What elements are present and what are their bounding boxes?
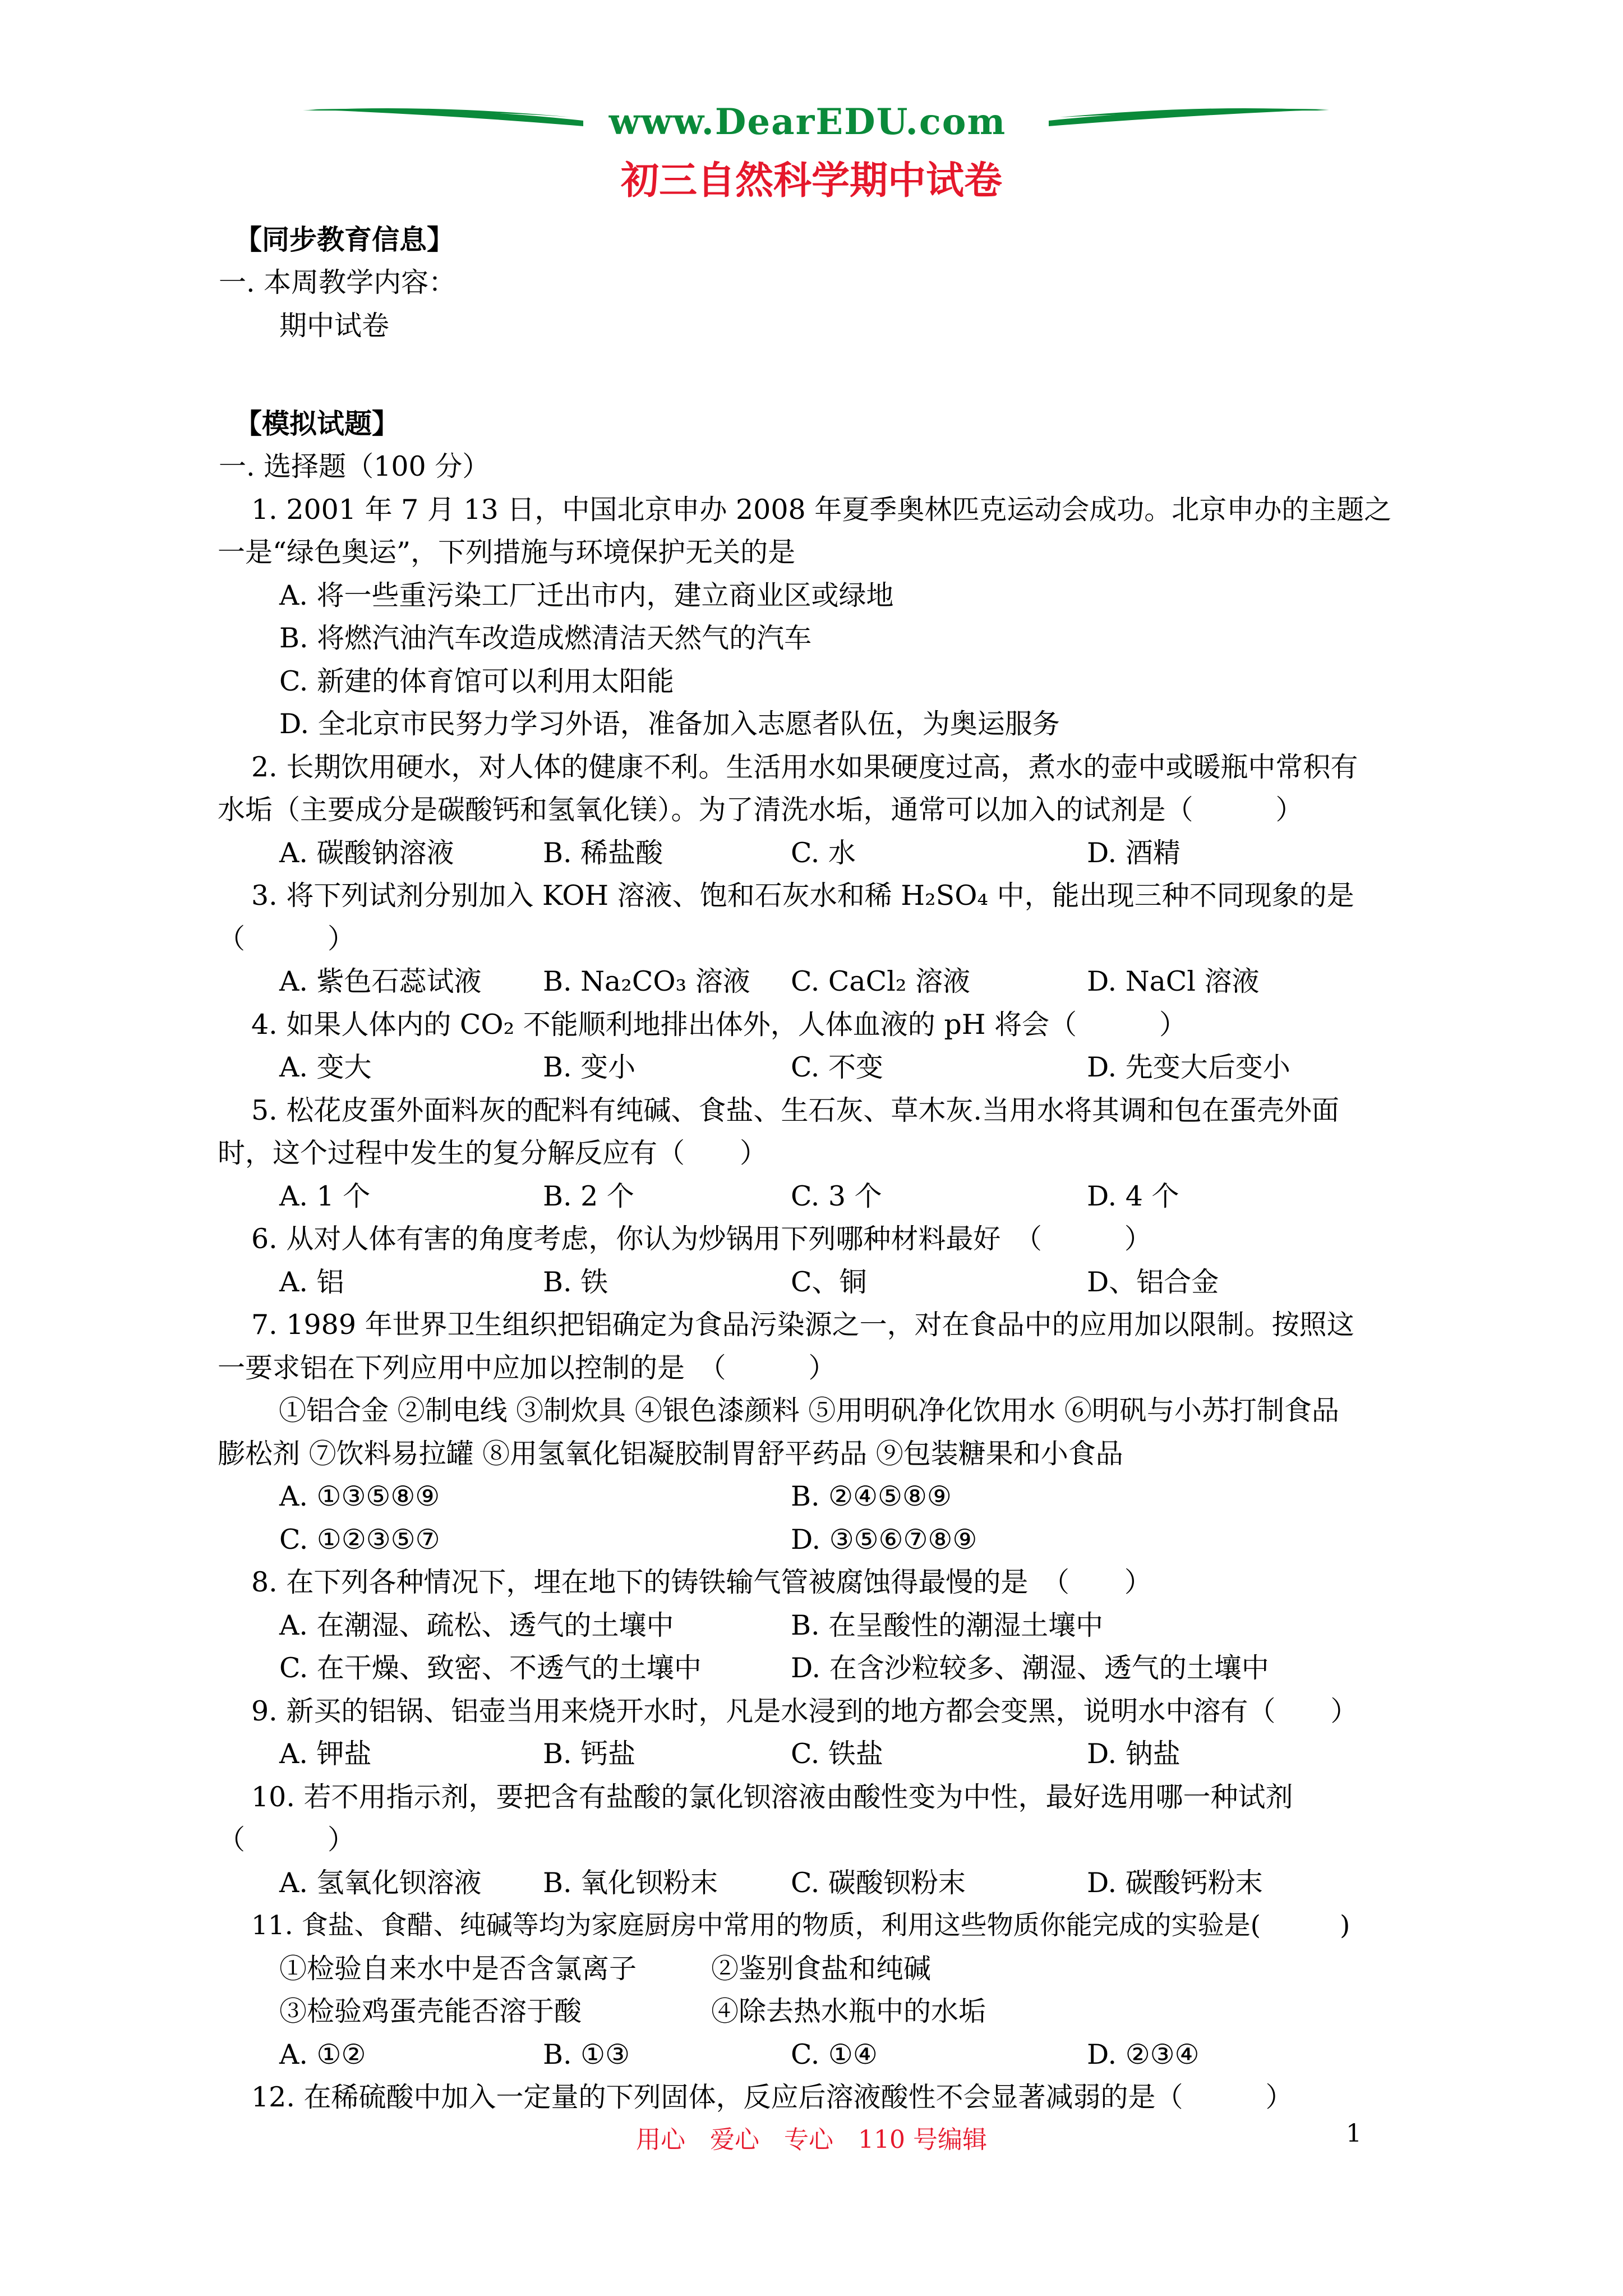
question-7-line-3: ①铝合金 ②制电线 ③制炊具 ④银色漆颜料 ⑤用明矾净化饮用水 ⑥明矾与小苏打制食品	[251, 1395, 1339, 1427]
question-9-line-1: 9. 新买的铝锅、铝壶当用来烧开水时，凡是水浸到的地方都会变黑，说明水中溶有（ ）	[251, 1695, 1358, 1727]
question-6-line-1: 6. 从对人体有害的角度考虑，你认为炒锅用下列哪种材料最好 （ ）	[251, 1223, 1152, 1255]
question-5-option-a: A. 1 个	[279, 1180, 371, 1212]
question-2-line-2: 水垢（主要成分是碳酸钙和氢氧化镁）。为了清洗水垢，通常可以加入的试剂是（ ）	[218, 794, 1303, 826]
question-11-option-b: B. ①③	[543, 2039, 630, 2070]
question-1-option-c: C. 新建的体育馆可以利用太阳能	[279, 665, 674, 697]
question-1-option-d: D. 全北京市民努力学习外语，准备加入志愿者队伍，为奥运服务	[279, 708, 1060, 740]
question-11-sub-1: ①检验自来水中是否含氯离子	[279, 1953, 637, 1985]
question-10-line-2: （ ）	[218, 1824, 356, 1856]
question-6-option-a: A. 铝	[279, 1266, 344, 1298]
site-url: www.DearEDU.com	[608, 101, 1007, 143]
question-3-option-b: B. Na₂CO₃ 溶液	[543, 965, 750, 997]
question-4-option-b: B. 变小	[543, 1051, 636, 1083]
question-12-line-1: 12. 在稀硫酸中加入一定量的下列固体，反应后溶液酸性不会显著减弱的是（ ）	[251, 2081, 1293, 2113]
question-9-option-b: B. 钙盐	[543, 1738, 636, 1770]
week-content-label: 一. 本周教学内容：	[219, 266, 457, 298]
question-5-line-1: 5. 松花皮蛋外面料灰的配料有纯碱、食盐、生石灰、草木灰.当用水将其调和包在蛋壳外面	[251, 1094, 1339, 1126]
question-2-option-b: B. 稀盐酸	[543, 837, 663, 869]
question-8-option-d: D. 在含沙粒较多、潮湿、透气的土壤中	[791, 1652, 1269, 1684]
question-4-line-1: 4. 如果人体内的 CO₂ 不能顺利地排出体外，人体血液的 pH 将会（ ）	[251, 1009, 1187, 1041]
sync-info-heading: 【同步教育信息】	[234, 224, 455, 256]
question-6-option-b: B. 铁	[543, 1266, 608, 1298]
question-10-option-c: C. 碳酸钡粉末	[791, 1867, 966, 1899]
question-1-option-a: A. 将一些重污染工厂迁出市内，建立商业区或绿地	[279, 579, 894, 611]
question-10-option-d: D. 碳酸钙粉末	[1087, 1867, 1263, 1899]
footer-slogan: 用心 爱心 专心 110 号编辑	[636, 2125, 987, 2154]
question-5-option-c: C. 3 个	[791, 1180, 882, 1212]
question-11-sub-4: ④除去热水瓶中的水垢	[711, 1995, 986, 2027]
question-1-line-1: 1. 2001 年 7 月 13 日，中国北京申办 2008 年夏季奥林匹克运动会成功。北京申办的主题之	[251, 494, 1392, 526]
question-3-line-2: （ ）	[218, 923, 356, 955]
question-4-option-a: A. 变大	[279, 1051, 372, 1083]
question-10-option-a: A. 氢氧化钡溶液	[279, 1867, 482, 1899]
question-3-option-c: C. CaCl₂ 溶液	[791, 965, 970, 997]
part1-heading: 一. 选择题（100 分）	[219, 450, 490, 482]
question-11-line-1: 11. 食盐、食醋、纯碱等均为家庭厨房中常用的物质，利用这些物质你能完成的实验是( )	[251, 1910, 1350, 1941]
week-content-value: 期中试卷	[279, 310, 390, 342]
question-2-line-1: 2. 长期饮用硬水，对人体的健康不利。生活用水如果硬度过高，煮水的壶中或暖瓶中常积有	[251, 751, 1358, 783]
question-5-line-2: 时，这个过程中发生的复分解反应有（ ）	[218, 1137, 768, 1169]
question-2-option-c: C. 水	[791, 837, 856, 869]
question-9-option-d: D. 钠盐	[1087, 1738, 1181, 1770]
page-number: 1	[1346, 2119, 1362, 2148]
question-8-option-c: C. 在干燥、致密、不透气的土壤中	[279, 1652, 702, 1684]
question-1-option-b: B. 将燃汽油汽车改造成燃清洁天然气的汽车	[279, 622, 812, 654]
question-2-option-a: A. 碳酸钠溶液	[279, 837, 454, 869]
question-7-line-4: 膨松剂 ⑦饮料易拉罐 ⑧用氢氧化铝凝胶制胃舒平药品 ⑨包装糖果和小食品	[218, 1438, 1123, 1470]
question-3-line-1: 3. 将下列试剂分别加入 KOH 溶液、饱和石灰水和稀 H₂SO₄ 中，能出现三种不同现象的是	[251, 880, 1354, 912]
question-7-option-a: A. ①③⑤⑧⑨	[279, 1480, 440, 1512]
question-11-option-a: A. ①②	[279, 2039, 366, 2070]
mock-heading: 【模拟试题】	[234, 408, 400, 440]
question-5-option-d: D. 4 个	[1087, 1180, 1179, 1212]
question-1-line-2: 一是“绿色奥运”，下列措施与环境保护无关的是	[218, 536, 796, 568]
question-7-line-1: 7. 1989 年世界卫生组织把铝确定为食品污染源之一，对在食品中的应用加以限制。按照这	[251, 1309, 1354, 1341]
question-11-sub-3: ③检验鸡蛋壳能否溶于酸	[279, 1995, 582, 2027]
question-8-option-b: B. 在呈酸性的潮湿土壤中	[791, 1609, 1104, 1641]
question-9-option-a: A. 钾盐	[279, 1738, 372, 1770]
page-title: 初三自然科学期中试卷	[620, 159, 1002, 203]
question-5-option-b: B. 2 个	[543, 1180, 634, 1212]
question-8-line-1: 8. 在下列各种情况下，埋在地下的铸铁输气管被腐蚀得最慢的是 （ ）	[251, 1566, 1152, 1598]
question-3-option-a: A. 紫色石蕊试液	[279, 965, 482, 997]
question-9-option-c: C. 铁盐	[791, 1738, 883, 1770]
question-7-line-2: 一要求铝在下列应用中应加以控制的是 （ ）	[218, 1352, 836, 1384]
question-8-option-a: A. 在潮湿、疏松、透气的土壤中	[279, 1609, 674, 1641]
question-7-option-b: B. ②④⑤⑧⑨	[791, 1480, 952, 1512]
question-10-option-b: B. 氧化钡粉末	[543, 1867, 718, 1899]
question-7-option-c: C. ①②③⑤⑦	[279, 1524, 440, 1556]
question-10-line-1: 10. 若不用指示剂，要把含有盐酸的氯化钡溶液由酸性变为中性，最好选用哪一种试剂	[251, 1781, 1293, 1813]
question-4-option-d: D. 先变大后变小	[1087, 1051, 1290, 1083]
question-6-option-d: D、铝合金	[1087, 1266, 1219, 1298]
question-6-option-c: C、铜	[791, 1266, 867, 1298]
question-11-sub-2: ②鉴别食盐和纯碱	[711, 1953, 932, 1985]
question-11-option-c: C. ①④	[791, 2039, 878, 2070]
question-7-option-d: D. ③⑤⑥⑦⑧⑨	[791, 1524, 978, 1556]
question-11-option-d: D. ②③④	[1087, 2039, 1200, 2070]
question-3-option-d: D. NaCl 溶液	[1087, 965, 1260, 997]
question-4-option-c: C. 不变	[791, 1051, 883, 1083]
question-2-option-d: D. 酒精	[1087, 837, 1181, 869]
